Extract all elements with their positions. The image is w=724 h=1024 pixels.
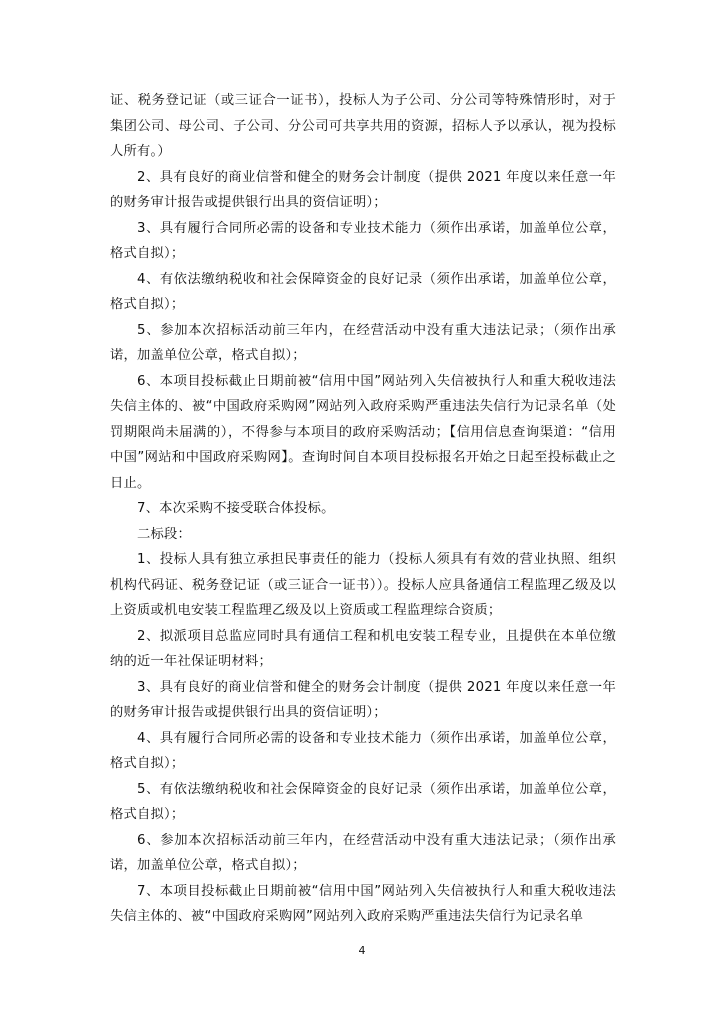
document-body xyxy=(110,88,616,930)
paragraph-continuation: 证、税务登记证（或三证合一证书），投标人为子公司、分公司等特殊情形时，对于集团公司、母公司、子公司、分公司可共享共用的资源，招标人予以承认，视为投标人所有。） xyxy=(110,93,616,159)
paragraph-lot2-item3: 3、具有良好的商业信誉和健全的财务会计制度（提供 2021 年度以来任意一年的财务审计报告或提供银行出具的资信证明）； xyxy=(110,679,616,720)
paragraph-lot2-item4: 4、具有履行合同所必需的设备和专业技术能力（须作出承诺，加盖单位公章，格式自拟）； xyxy=(110,730,616,771)
page-number: 4 xyxy=(358,944,366,957)
section-heading-lot2: 二标段： xyxy=(137,526,191,542)
paragraph-lot1-item7: 7、本次采购不接受联合体投标。 xyxy=(137,501,335,516)
paragraph-lot1-item4: 4、有依法缴纳税收和社会保障资金的良好记录（须作出承诺，加盖单位公章，格式自拟）； xyxy=(110,271,616,312)
paragraph-lot1-item6: 6、本项目投标截止日期前被“信用中国”网站列入失信被执行人和重大税收违法失信主体的、被“中国政府采购网”网站列入政府采购严重违法失信行为记录名单（处罚期限尚未届满的），不得参与本项目的政府采购活动；【信用信息查询渠道：“信用中国”网站和中国政府采购网】。查询时间自本项目投标报名开始之日起至投标截止之日止。 xyxy=(110,373,616,491)
paragraph-lot2-item1: 1、投标人具有独立承担民事责任的能力（投标人须具有有效的营业执照、组织机构代码证、税务登记证（或三证合一证书））。投标人应具备通信工程监理乙级及以上资质或机电安装工程监理乙级及以上资质或工程监理综合资质； xyxy=(110,552,616,618)
paragraph-lot2-item2: 2、拟派项目总监应同时具有通信工程和机电安装工程专业，且提供在本单位缴纳的近一年社保证明材料； xyxy=(110,628,616,669)
paragraph-lot1-item2: 2、具有良好的商业信誉和健全的财务会计制度（提供 2021 年度以来任意一年的财务审计报告或提供银行出具的资信证明）； xyxy=(110,169,616,210)
paragraph-lot2-item6: 6、参加本次招标活动前三年内，在经营活动中没有重大违法记录；（须作出承诺，加盖单位公章，格式自拟）； xyxy=(110,832,616,873)
paragraph-lot1-item5: 5、参加本次招标活动前三年内，在经营活动中没有重大违法记录；（须作出承诺，加盖单位公章，格式自拟）； xyxy=(110,322,616,363)
paragraph-lot2-item7: 7、本项目投标截止日期前被“信用中国”网站列入失信被执行人和重大税收违法失信主体的、被“中国政府采购网”网站列入政府采购严重违法失信行为记录名单 xyxy=(110,883,616,924)
paragraph-lot2-item5: 5、有依法缴纳税收和社会保障资金的良好记录（须作出承诺，加盖单位公章，格式自拟）； xyxy=(110,781,616,822)
paragraph-lot1-item3: 3、具有履行合同所必需的设备和专业技术能力（须作出承诺，加盖单位公章，格式自拟）； xyxy=(110,220,616,261)
